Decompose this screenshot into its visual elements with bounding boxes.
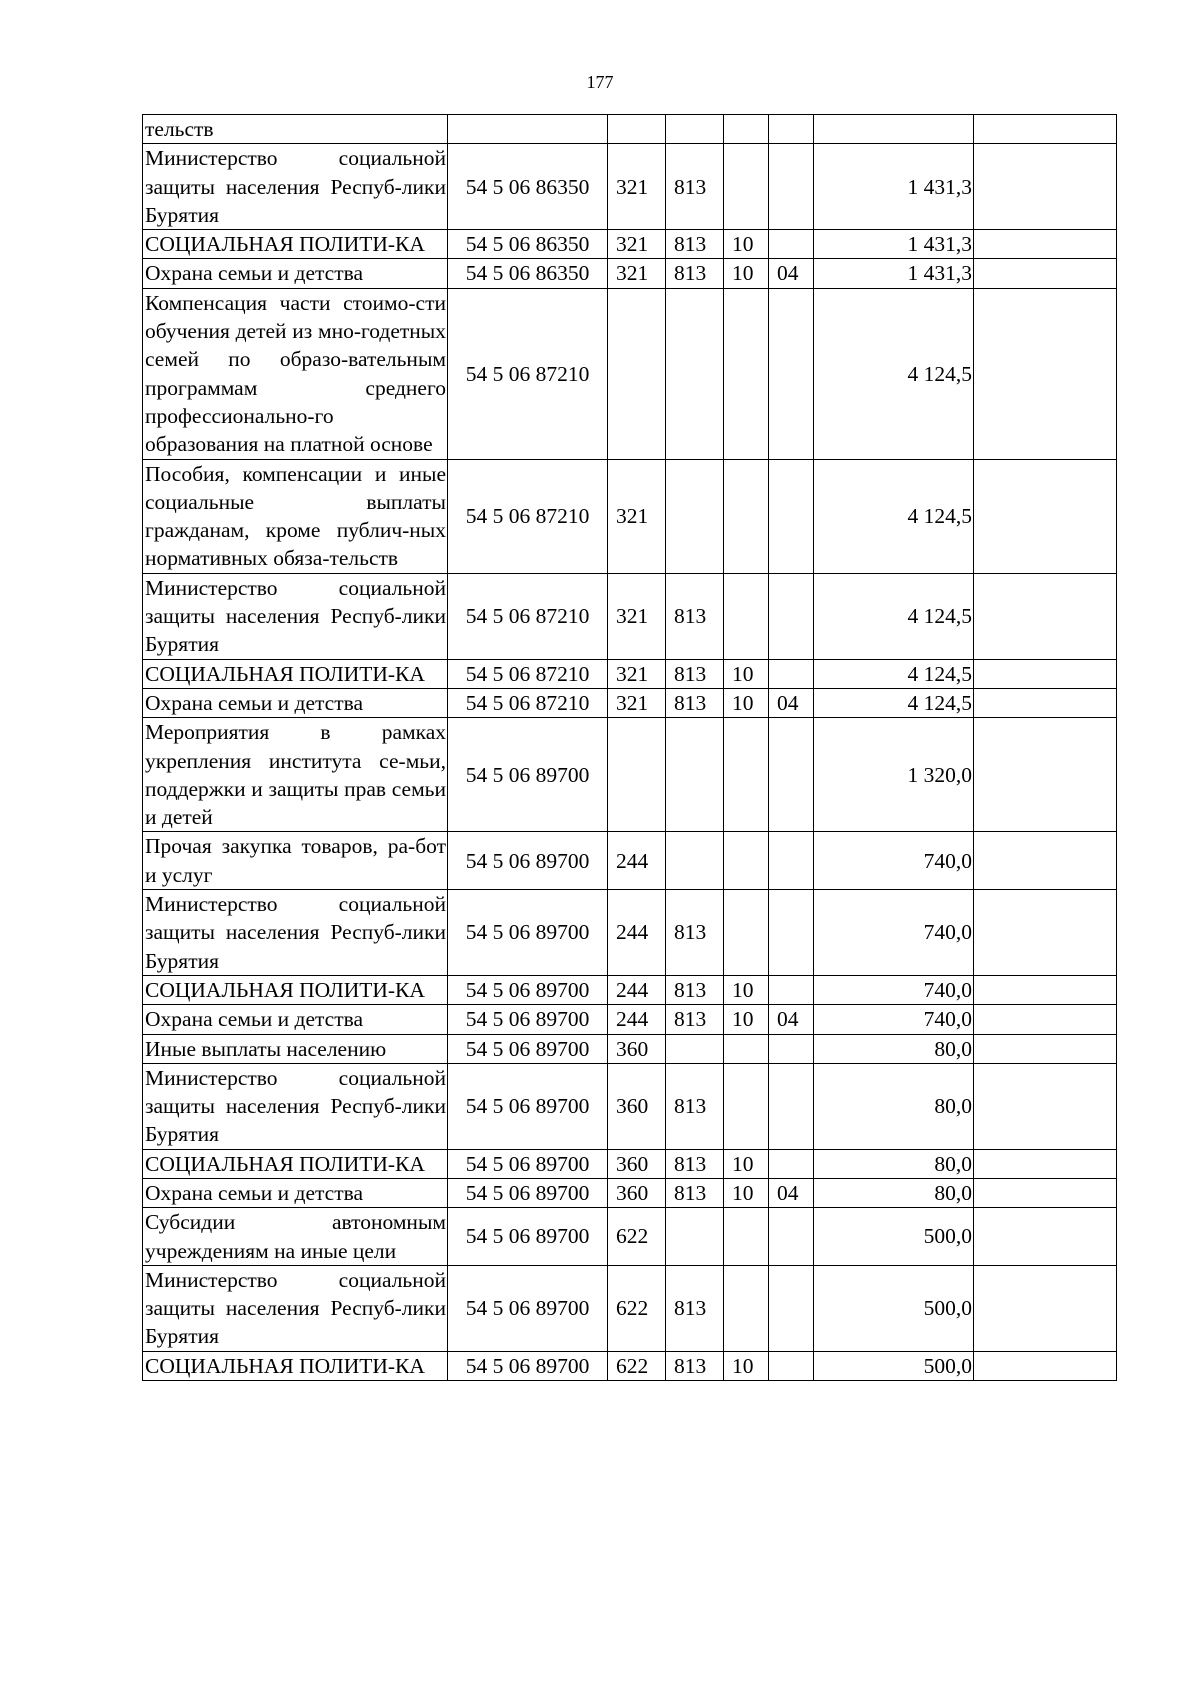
table-row — [143, 459, 1117, 573]
expense-type-cell: 321 — [608, 688, 666, 717]
expense-type-cell: 244 — [608, 832, 666, 890]
table-row — [143, 115, 1117, 144]
administrator-code-cell: 813 — [666, 659, 724, 688]
administrator-code-cell: 813 — [666, 1063, 724, 1149]
amount-cell: 1 320,0 — [814, 718, 974, 832]
amount-cell: 80,0 — [814, 1034, 974, 1063]
expense-type-cell — [608, 115, 666, 144]
target-code-cell: 54 5 06 89700 — [448, 832, 608, 890]
subsection-cell: 04 — [769, 688, 814, 717]
administrator-code-cell: 813 — [666, 144, 724, 230]
target-code-cell: 54 5 06 87210 — [448, 573, 608, 659]
section-cell — [724, 1208, 769, 1266]
amount-cell: 4 124,5 — [814, 688, 974, 717]
empty-cell — [974, 1265, 1117, 1351]
table-row — [143, 1178, 1117, 1207]
table-row — [143, 832, 1117, 890]
table-row — [143, 573, 1117, 659]
amount-cell: 80,0 — [814, 1149, 974, 1178]
expense-type-cell: 360 — [608, 1063, 666, 1149]
page-number: 177 — [586, 72, 614, 92]
administrator-code-cell: 813 — [666, 1005, 724, 1034]
row-name-cell: Министерство социальной защиты населения Респуб-лики Бурятия — [143, 1265, 448, 1351]
administrator-code-cell — [666, 459, 724, 573]
section-cell: 10 — [724, 1005, 769, 1034]
administrator-code-cell: 813 — [666, 1149, 724, 1178]
administrator-code-cell: 813 — [666, 890, 724, 976]
amount-cell: 1 431,3 — [814, 230, 974, 259]
table-body — [143, 115, 1117, 1381]
section-cell: 10 — [724, 1178, 769, 1207]
row-name-cell: Охрана семьи и детства — [143, 1005, 448, 1034]
empty-cell — [974, 230, 1117, 259]
target-code-cell: 54 5 06 86350 — [448, 230, 608, 259]
budget-table — [142, 114, 1117, 1381]
administrator-code-cell: 813 — [666, 1351, 724, 1380]
empty-cell — [974, 688, 1117, 717]
target-code-cell: 54 5 06 87210 — [448, 659, 608, 688]
subsection-cell — [769, 288, 814, 459]
administrator-code-cell: 813 — [666, 573, 724, 659]
expense-type-cell: 360 — [608, 1149, 666, 1178]
expense-type-cell: 321 — [608, 230, 666, 259]
expense-type-cell: 244 — [608, 890, 666, 976]
empty-cell — [974, 288, 1117, 459]
subsection-cell — [769, 573, 814, 659]
subsection-cell — [769, 459, 814, 573]
administrator-code-cell — [666, 115, 724, 144]
expense-type-cell: 360 — [608, 1034, 666, 1063]
row-name-cell: Прочая закупка товаров, ра-бот и услуг — [143, 832, 448, 890]
administrator-code-cell — [666, 288, 724, 459]
section-cell: 10 — [724, 688, 769, 717]
section-cell — [724, 573, 769, 659]
subsection-cell — [769, 975, 814, 1004]
table-row — [143, 1034, 1117, 1063]
table-row — [143, 144, 1117, 230]
section-cell — [724, 1034, 769, 1063]
empty-cell — [974, 459, 1117, 573]
expense-type-cell: 321 — [608, 459, 666, 573]
expense-type-cell: 244 — [608, 1005, 666, 1034]
row-name-cell: Мероприятия в рамках укрепления института се-мьи, поддержки и защиты прав семьи и детей — [143, 718, 448, 832]
amount-cell: 500,0 — [814, 1351, 974, 1380]
amount-cell: 1 431,3 — [814, 144, 974, 230]
row-name-cell: СОЦИАЛЬНАЯ ПОЛИТИ-КА — [143, 659, 448, 688]
row-name-cell: Охрана семьи и детства — [143, 259, 448, 288]
target-code-cell: 54 5 06 89700 — [448, 1063, 608, 1149]
table-row — [143, 1208, 1117, 1266]
expense-type-cell — [608, 288, 666, 459]
section-cell: 10 — [724, 975, 769, 1004]
empty-cell — [974, 659, 1117, 688]
subsection-cell — [769, 1208, 814, 1266]
subsection-cell — [769, 1149, 814, 1178]
target-code-cell: 54 5 06 86350 — [448, 144, 608, 230]
subsection-cell — [769, 1351, 814, 1380]
subsection-cell — [769, 230, 814, 259]
table-row — [143, 1351, 1117, 1380]
section-cell — [724, 890, 769, 976]
subsection-cell: 04 — [769, 1178, 814, 1207]
table-row — [143, 288, 1117, 459]
expense-type-cell: 360 — [608, 1178, 666, 1207]
target-code-cell: 54 5 06 87210 — [448, 688, 608, 717]
target-code-cell: 54 5 06 87210 — [448, 459, 608, 573]
table-row — [143, 1005, 1117, 1034]
target-code-cell: 54 5 06 89700 — [448, 1005, 608, 1034]
empty-cell — [974, 573, 1117, 659]
target-code-cell: 54 5 06 89700 — [448, 890, 608, 976]
empty-cell — [974, 1005, 1117, 1034]
empty-cell — [974, 115, 1117, 144]
target-code-cell: 54 5 06 89700 — [448, 1149, 608, 1178]
amount-cell: 4 124,5 — [814, 573, 974, 659]
row-name-cell: Министерство социальной защиты населения Респуб-лики Бурятия — [143, 1063, 448, 1149]
expense-type-cell: 321 — [608, 259, 666, 288]
empty-cell — [974, 1034, 1117, 1063]
section-cell — [724, 1063, 769, 1149]
subsection-cell — [769, 1265, 814, 1351]
administrator-code-cell — [666, 1034, 724, 1063]
administrator-code-cell — [666, 1208, 724, 1266]
section-cell: 10 — [724, 1149, 769, 1178]
amount-cell: 740,0 — [814, 832, 974, 890]
row-name-cell: Министерство социальной защиты населения Респуб-лики Бурятия — [143, 144, 448, 230]
section-cell: 10 — [724, 659, 769, 688]
target-code-cell: 54 5 06 86350 — [448, 259, 608, 288]
amount-cell — [814, 115, 974, 144]
administrator-code-cell: 813 — [666, 259, 724, 288]
expense-type-cell: 321 — [608, 144, 666, 230]
row-name-cell: Охрана семьи и детства — [143, 1178, 448, 1207]
administrator-code-cell: 813 — [666, 230, 724, 259]
amount-cell: 4 124,5 — [814, 288, 974, 459]
subsection-cell — [769, 718, 814, 832]
subsection-cell — [769, 890, 814, 976]
table-row — [143, 688, 1117, 717]
empty-cell — [974, 1063, 1117, 1149]
target-code-cell: 54 5 06 89700 — [448, 1265, 608, 1351]
expense-type-cell: 622 — [608, 1208, 666, 1266]
target-code-cell: 54 5 06 89700 — [448, 1178, 608, 1207]
empty-cell — [974, 1149, 1117, 1178]
table-row — [143, 1149, 1117, 1178]
row-name-cell: тельств — [143, 115, 448, 144]
empty-cell — [974, 890, 1117, 976]
section-cell — [724, 144, 769, 230]
row-name-cell: Охрана семьи и детства — [143, 688, 448, 717]
expense-type-cell: 622 — [608, 1351, 666, 1380]
section-cell: 10 — [724, 1351, 769, 1380]
administrator-code-cell: 813 — [666, 688, 724, 717]
subsection-cell: 04 — [769, 1005, 814, 1034]
section-cell: 10 — [724, 230, 769, 259]
row-name-cell: СОЦИАЛЬНАЯ ПОЛИТИ-КА — [143, 230, 448, 259]
subsection-cell — [769, 1063, 814, 1149]
row-name-cell: СОЦИАЛЬНАЯ ПОЛИТИ-КА — [143, 1351, 448, 1380]
row-name-cell: СОЦИАЛЬНАЯ ПОЛИТИ-КА — [143, 975, 448, 1004]
table-row — [143, 659, 1117, 688]
table-row — [143, 230, 1117, 259]
administrator-code-cell — [666, 718, 724, 832]
row-name-cell: Министерство социальной защиты населения Респуб-лики Бурятия — [143, 573, 448, 659]
subsection-cell: 04 — [769, 259, 814, 288]
expense-type-cell — [608, 718, 666, 832]
subsection-cell — [769, 659, 814, 688]
expense-type-cell: 244 — [608, 975, 666, 1004]
administrator-code-cell: 813 — [666, 1265, 724, 1351]
target-code-cell — [448, 115, 608, 144]
amount-cell: 80,0 — [814, 1063, 974, 1149]
amount-cell: 740,0 — [814, 975, 974, 1004]
section-cell — [724, 288, 769, 459]
empty-cell — [974, 1351, 1117, 1380]
subsection-cell — [769, 1034, 814, 1063]
section-cell — [724, 115, 769, 144]
empty-cell — [974, 144, 1117, 230]
section-cell: 10 — [724, 259, 769, 288]
row-name-cell: СОЦИАЛЬНАЯ ПОЛИТИ-КА — [143, 1149, 448, 1178]
expense-type-cell: 622 — [608, 1265, 666, 1351]
administrator-code-cell — [666, 832, 724, 890]
administrator-code-cell: 813 — [666, 975, 724, 1004]
amount-cell: 1 431,3 — [814, 259, 974, 288]
amount-cell: 4 124,5 — [814, 659, 974, 688]
section-cell — [724, 832, 769, 890]
section-cell — [724, 718, 769, 832]
row-name-cell: Субсидии автономным учреждениям на иные цели — [143, 1208, 448, 1266]
amount-cell: 740,0 — [814, 890, 974, 976]
table-row — [143, 1063, 1117, 1149]
section-cell — [724, 459, 769, 573]
amount-cell: 4 124,5 — [814, 459, 974, 573]
target-code-cell: 54 5 06 89700 — [448, 1208, 608, 1266]
table-row — [143, 718, 1117, 832]
row-name-cell: Пособия, компенсации и иные социальные выплаты гражданам, кроме публич-ных нормативных обяза-тельств — [143, 459, 448, 573]
row-name-cell: Компенсация части стоимо-сти обучения детей из мно-годетных семей по образо-вательным программам среднего профессионально-го образования на платной основе — [143, 288, 448, 459]
empty-cell — [974, 1208, 1117, 1266]
row-name-cell: Иные выплаты населению — [143, 1034, 448, 1063]
target-code-cell: 54 5 06 89700 — [448, 1351, 608, 1380]
administrator-code-cell: 813 — [666, 1178, 724, 1207]
target-code-cell: 54 5 06 89700 — [448, 975, 608, 1004]
subsection-cell — [769, 144, 814, 230]
table-row — [143, 259, 1117, 288]
expense-type-cell: 321 — [608, 573, 666, 659]
empty-cell — [974, 718, 1117, 832]
amount-cell: 740,0 — [814, 1005, 974, 1034]
table-row — [143, 1265, 1117, 1351]
amount-cell: 500,0 — [814, 1208, 974, 1266]
subsection-cell — [769, 832, 814, 890]
table-row — [143, 975, 1117, 1004]
target-code-cell: 54 5 06 87210 — [448, 288, 608, 459]
empty-cell — [974, 259, 1117, 288]
row-name-cell: Министерство социальной защиты населения Респуб-лики Бурятия — [143, 890, 448, 976]
section-cell — [724, 1265, 769, 1351]
amount-cell: 80,0 — [814, 1178, 974, 1207]
expense-type-cell: 321 — [608, 659, 666, 688]
target-code-cell: 54 5 06 89700 — [448, 1034, 608, 1063]
target-code-cell: 54 5 06 89700 — [448, 718, 608, 832]
empty-cell — [974, 1178, 1117, 1207]
subsection-cell — [769, 115, 814, 144]
amount-cell: 500,0 — [814, 1265, 974, 1351]
table-row — [143, 890, 1117, 976]
empty-cell — [974, 975, 1117, 1004]
empty-cell — [974, 832, 1117, 890]
